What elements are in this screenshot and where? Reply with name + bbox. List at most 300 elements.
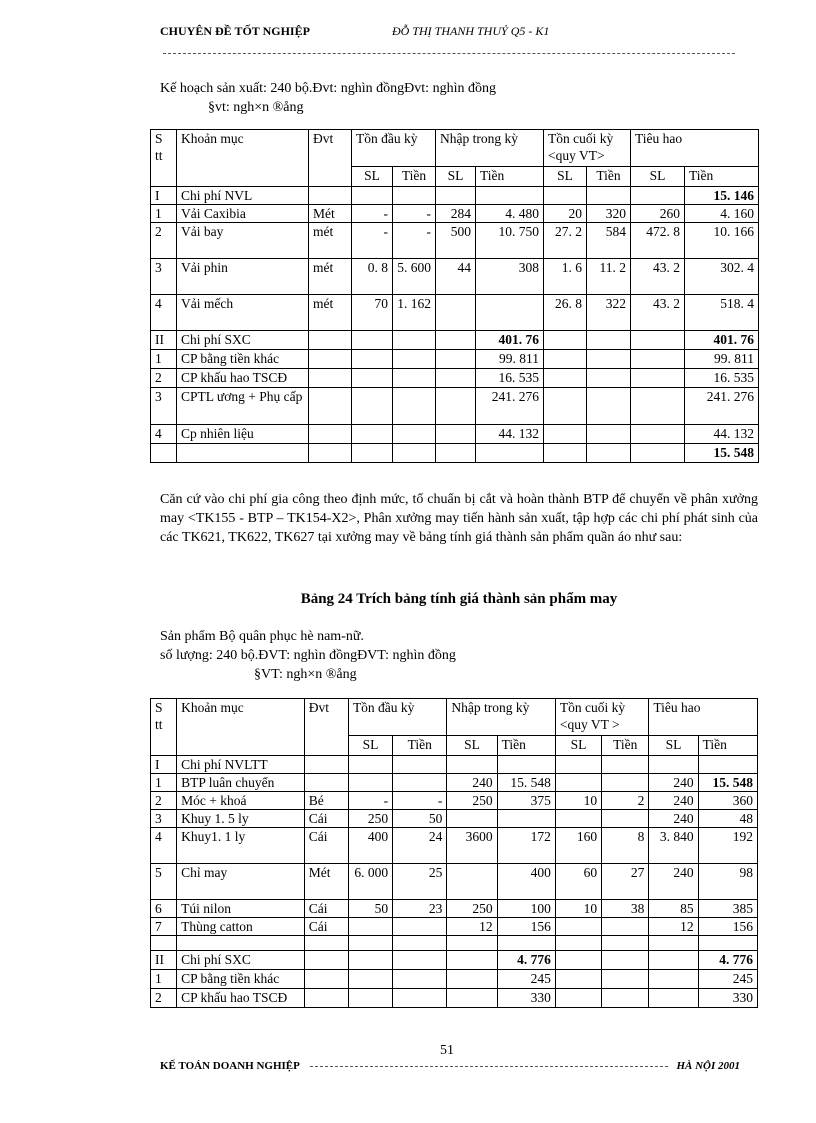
row-value: 99. 811 — [476, 350, 544, 369]
row-item: BTP luân chuyển — [177, 774, 305, 792]
row-value — [555, 774, 601, 792]
row-value — [436, 350, 476, 369]
sub-tien: Tiền — [393, 167, 436, 187]
row-value — [352, 369, 393, 388]
row-value: 15. 146 — [685, 187, 759, 205]
row-value: 172 — [497, 828, 555, 864]
footer-divider — [310, 1066, 668, 1067]
row-stt: 4 — [151, 828, 177, 864]
row-value — [602, 989, 649, 1008]
row-value — [544, 369, 587, 388]
row-value — [631, 331, 685, 350]
row-value — [436, 369, 476, 388]
row-value: 10. 750 — [476, 223, 544, 259]
row-value — [447, 989, 497, 1008]
row-unit — [309, 444, 352, 463]
row-value — [393, 951, 447, 970]
row-value: 16. 535 — [476, 369, 544, 388]
row-value: 375 — [497, 792, 555, 810]
row-stt: 1 — [151, 774, 177, 792]
row-value: - — [393, 205, 436, 223]
row-value: 27. 2 — [544, 223, 587, 259]
row-value — [447, 810, 497, 828]
row-value — [544, 444, 587, 463]
row-stt: 2 — [151, 792, 177, 810]
row-value — [348, 951, 392, 970]
row-value: - — [352, 205, 393, 223]
table-row — [151, 259, 759, 295]
row-value: 20 — [544, 205, 587, 223]
table-row — [151, 951, 758, 970]
table-row — [151, 223, 759, 259]
row-value — [544, 388, 587, 425]
col-opening-header: Tồn đầu kỳ — [352, 130, 436, 167]
header-center: ĐỖ THỊ THANH THUỶ Q5 - K1 — [392, 24, 550, 38]
table-row — [151, 187, 759, 205]
row-value — [352, 444, 393, 463]
row-value — [393, 444, 436, 463]
row-value — [698, 756, 757, 774]
row-stt: 1 — [151, 970, 177, 989]
table-row — [151, 444, 759, 463]
row-stt: 3 — [151, 259, 177, 295]
row-value — [352, 331, 393, 350]
sub-sl: SL — [352, 167, 393, 187]
row-value — [649, 951, 698, 970]
row-item: Khuy 1. 5 ly — [177, 810, 305, 828]
row-value — [602, 970, 649, 989]
table-row — [151, 936, 758, 951]
row-value: 5. 600 — [393, 259, 436, 295]
row-value: 360 — [698, 792, 757, 810]
row-value — [555, 989, 601, 1008]
row-item: Vải mếch — [177, 295, 309, 331]
row-item: CP bằng tiền khác — [177, 350, 309, 369]
row-value — [649, 970, 698, 989]
row-value — [393, 331, 436, 350]
row-value — [393, 970, 447, 989]
row-stt: 2 — [151, 223, 177, 259]
row-unit: Cái — [304, 918, 348, 936]
row-value — [476, 295, 544, 331]
row-value: 3600 — [447, 828, 497, 864]
row-value — [436, 444, 476, 463]
row-value: 156 — [698, 918, 757, 936]
row-value — [544, 187, 587, 205]
row-value: 1. 6 — [544, 259, 587, 295]
row-value: 10. 166 — [685, 223, 759, 259]
row-value: 160 — [555, 828, 601, 864]
row-value: 241. 276 — [685, 388, 759, 425]
row-stt: 1 — [151, 205, 177, 223]
body-paragraph: Căn cứ vào chi phí gia công theo định mức, tổ chuẩn bị cắt và hoàn thành BTP để chuyển về phân xưởng may <TK155 - BTP – TK154-X2>, Phân xưởng may tiến hành sản xuất, tập hợp các chi phí phát sinh của các TK621, TK622, TK627 tại xưởng may về bảng tính giá thành sản phẩm quần áo như sau: — [160, 492, 758, 545]
row-item: Chỉ may — [177, 864, 305, 900]
cost-table-2 — [150, 698, 758, 1008]
page-header — [160, 24, 735, 44]
table-row — [151, 792, 758, 810]
row-value — [587, 369, 631, 388]
sub-tien: Tiền — [497, 736, 555, 756]
row-value: 15. 548 — [685, 444, 759, 463]
row-value — [447, 936, 497, 951]
col-received-header: Nhập trong kỳ — [447, 699, 556, 736]
row-stt: II — [151, 951, 177, 970]
row-value — [497, 756, 555, 774]
row-value — [393, 756, 447, 774]
row-unit: Cái — [304, 810, 348, 828]
row-value: 6. 000 — [348, 864, 392, 900]
row-unit: Bé — [304, 792, 348, 810]
row-unit — [304, 970, 348, 989]
row-item: Móc + khoá — [177, 792, 305, 810]
sub-sl: SL — [555, 736, 601, 756]
row-stt: 4 — [151, 295, 177, 331]
table-row — [151, 331, 759, 350]
row-value — [348, 936, 392, 951]
row-value — [393, 187, 436, 205]
row-value — [544, 425, 587, 444]
row-value: 15. 548 — [698, 774, 757, 792]
table-row — [151, 828, 758, 864]
col-consumption-header: Tiêu hao — [649, 699, 758, 736]
row-item: CP bằng tiền khác — [177, 970, 305, 989]
row-value: 44. 132 — [476, 425, 544, 444]
row-value — [587, 350, 631, 369]
row-value — [544, 331, 587, 350]
row-value: 240 — [447, 774, 497, 792]
sub-tien: Tiền — [698, 736, 757, 756]
row-value: - — [348, 792, 392, 810]
row-value — [555, 918, 601, 936]
row-value — [555, 810, 601, 828]
sub-tien: Tiền — [476, 167, 544, 187]
row-value — [393, 350, 436, 369]
row-value — [436, 187, 476, 205]
row-value — [393, 774, 447, 792]
row-item: Vải bay — [177, 223, 309, 259]
row-value: 25 — [393, 864, 447, 900]
page-footer — [160, 1060, 740, 1078]
row-unit: Mét — [304, 864, 348, 900]
row-stt: II — [151, 331, 177, 350]
row-value: 50 — [348, 900, 392, 918]
table-row — [151, 970, 758, 989]
row-value — [544, 350, 587, 369]
row-value: 192 — [698, 828, 757, 864]
table-row — [151, 205, 759, 223]
row-value: 2 — [602, 792, 649, 810]
row-unit: Cái — [304, 828, 348, 864]
row-value — [393, 989, 447, 1008]
unit-line: §vt: ngh×n ®ång — [208, 100, 304, 115]
row-unit: mét — [309, 259, 352, 295]
row-value — [393, 369, 436, 388]
row-value: 240 — [649, 810, 698, 828]
row-value: 260 — [631, 205, 685, 223]
row-value — [476, 444, 544, 463]
row-stt: 1 — [151, 350, 177, 369]
row-value — [631, 369, 685, 388]
row-value: 500 — [436, 223, 476, 259]
table-row — [151, 918, 758, 936]
row-value — [348, 918, 392, 936]
header-left: CHUYÊN ĐỀ TỐT NGHIỆP — [160, 24, 310, 38]
row-value — [602, 936, 649, 951]
table-row — [151, 810, 758, 828]
row-item — [177, 936, 305, 951]
row-value — [631, 187, 685, 205]
row-value — [348, 774, 392, 792]
row-value — [602, 951, 649, 970]
row-stt — [151, 936, 177, 951]
row-value: 16. 535 — [685, 369, 759, 388]
plan-line: Kế hoạch sản xuất: 240 bộ.Đvt: nghìn đồngĐvt: nghìn đồng — [160, 81, 496, 96]
row-stt: 3 — [151, 810, 177, 828]
row-unit — [304, 936, 348, 951]
row-value: 100 — [497, 900, 555, 918]
row-value: 10 — [555, 900, 601, 918]
row-item: Chi phí SXC — [177, 331, 309, 350]
row-value — [602, 918, 649, 936]
row-value: 15. 548 — [497, 774, 555, 792]
table-title: Bảng 24 Trích bảng tính giá thành sản phẩm may — [300, 591, 618, 607]
row-unit: mét — [309, 295, 352, 331]
unit-line-2: §VT: ngh×n ®ång — [254, 667, 357, 682]
row-unit — [309, 350, 352, 369]
row-stt: 3 — [151, 388, 177, 425]
row-value — [352, 350, 393, 369]
row-unit — [304, 756, 348, 774]
table-row — [151, 774, 758, 792]
row-item: Chi phí NVLTT — [177, 756, 305, 774]
row-item: Cp nhiên liệu — [177, 425, 309, 444]
row-value — [447, 864, 497, 900]
footer-right: HÀ NỘI 2001 — [676, 1060, 740, 1072]
row-value: 10 — [555, 792, 601, 810]
row-stt: 2 — [151, 989, 177, 1008]
row-value: 385 — [698, 900, 757, 918]
row-value — [447, 756, 497, 774]
row-value: 4. 480 — [476, 205, 544, 223]
row-value: 12 — [649, 918, 698, 936]
row-item: Túi nilon — [177, 900, 305, 918]
row-value: 320 — [587, 205, 631, 223]
col-unit-header: Đvt — [309, 130, 352, 187]
sub-tien: Tiền — [685, 167, 759, 187]
row-value — [436, 331, 476, 350]
row-value: 250 — [447, 792, 497, 810]
table-row — [151, 900, 758, 918]
row-value — [447, 970, 497, 989]
row-value — [436, 388, 476, 425]
row-value — [497, 810, 555, 828]
footer-left: KẾ TOÁN DOANH NGHIỆP — [160, 1060, 300, 1072]
row-value: 44. 132 — [685, 425, 759, 444]
row-item — [177, 444, 309, 463]
row-value: - — [393, 792, 447, 810]
row-value — [602, 810, 649, 828]
row-value: 250 — [348, 810, 392, 828]
row-value — [436, 295, 476, 331]
row-unit — [304, 951, 348, 970]
row-value: 11. 2 — [587, 259, 631, 295]
header-divider — [163, 53, 735, 54]
row-stt: 2 — [151, 369, 177, 388]
row-unit: mét — [309, 223, 352, 259]
row-value — [476, 187, 544, 205]
row-value: 241. 276 — [476, 388, 544, 425]
row-value: 43. 2 — [631, 295, 685, 331]
row-item: Chi phí SXC — [177, 951, 305, 970]
row-item: Khuy1. 1 ly — [177, 828, 305, 864]
col-opening-header: Tồn đầu kỳ — [348, 699, 446, 736]
table-row — [151, 989, 758, 1008]
row-item: Thùng catton — [177, 918, 305, 936]
row-value — [587, 187, 631, 205]
row-unit — [309, 331, 352, 350]
row-item: Vải Caxibia — [177, 205, 309, 223]
row-value: 3. 840 — [649, 828, 698, 864]
row-value — [393, 918, 447, 936]
row-unit — [309, 187, 352, 205]
row-stt: I — [151, 187, 177, 205]
row-value — [602, 774, 649, 792]
row-stt: I — [151, 756, 177, 774]
row-value: 60 — [555, 864, 601, 900]
row-value — [587, 331, 631, 350]
row-value — [631, 350, 685, 369]
row-value — [555, 756, 601, 774]
sub-sl: SL — [436, 167, 476, 187]
row-value — [497, 936, 555, 951]
table-row — [151, 369, 759, 388]
row-value — [587, 444, 631, 463]
row-value — [602, 756, 649, 774]
row-stt: 6 — [151, 900, 177, 918]
row-unit — [309, 369, 352, 388]
row-item: Chi phí NVL — [177, 187, 309, 205]
col-stt-header: S tt — [151, 699, 177, 756]
col-closing-header: Tồn cuối kỳ <quy VT> — [544, 130, 631, 167]
table-row — [151, 425, 759, 444]
row-value: 330 — [497, 989, 555, 1008]
row-value — [631, 425, 685, 444]
row-value: 302. 4 — [685, 259, 759, 295]
row-stt: 5 — [151, 864, 177, 900]
row-value: 12 — [447, 918, 497, 936]
col-item-header: Khoản mục — [177, 699, 305, 756]
row-value: 4. 776 — [698, 951, 757, 970]
row-value — [698, 936, 757, 951]
row-value: 99. 811 — [685, 350, 759, 369]
sub-sl: SL — [631, 167, 685, 187]
row-value: 240 — [649, 864, 698, 900]
row-value: 27 — [602, 864, 649, 900]
row-value: 400 — [348, 828, 392, 864]
col-consumption-header: Tiêu hao — [631, 130, 759, 167]
page-number: 51 — [440, 1043, 454, 1058]
row-value: 85 — [649, 900, 698, 918]
row-value: 584 — [587, 223, 631, 259]
row-item: CP khấu hao TSCĐ — [177, 369, 309, 388]
row-value — [348, 989, 392, 1008]
row-value — [555, 951, 601, 970]
row-value: 401. 76 — [476, 331, 544, 350]
row-value: 240 — [649, 792, 698, 810]
row-unit — [304, 989, 348, 1008]
row-value — [649, 936, 698, 951]
sub-sl: SL — [447, 736, 497, 756]
row-value: - — [393, 223, 436, 259]
row-item: CPTL ương + Phụ cấp — [177, 388, 309, 425]
row-value: 4. 776 — [497, 951, 555, 970]
row-value — [587, 425, 631, 444]
sub-sl: SL — [348, 736, 392, 756]
row-value: - — [352, 223, 393, 259]
row-value: 518. 4 — [685, 295, 759, 331]
col-stt-header: S tt — [151, 130, 177, 187]
row-value — [649, 756, 698, 774]
row-value: 245 — [497, 970, 555, 989]
row-value: 284 — [436, 205, 476, 223]
row-value: 472. 8 — [631, 223, 685, 259]
row-value — [352, 425, 393, 444]
row-value: 156 — [497, 918, 555, 936]
row-value — [447, 951, 497, 970]
row-value — [393, 388, 436, 425]
row-value — [587, 388, 631, 425]
row-value: 70 — [352, 295, 393, 331]
table-row — [151, 295, 759, 331]
sub-tien: Tiền — [587, 167, 631, 187]
row-value: 4. 160 — [685, 205, 759, 223]
table-row — [151, 756, 758, 774]
sub-sl: SL — [544, 167, 587, 187]
row-value — [436, 425, 476, 444]
table-row — [151, 388, 759, 425]
row-value — [649, 989, 698, 1008]
row-value — [555, 970, 601, 989]
col-item-header: Khoản mục — [177, 130, 309, 187]
row-value — [352, 388, 393, 425]
row-unit: Mét — [309, 205, 352, 223]
sub-tien: Tiền — [602, 736, 649, 756]
row-value — [555, 936, 601, 951]
table-row — [151, 864, 758, 900]
row-unit — [309, 425, 352, 444]
row-item: Vải phin — [177, 259, 309, 295]
row-item: CP khấu hao TSCĐ — [177, 989, 305, 1008]
row-value: 38 — [602, 900, 649, 918]
row-value: 50 — [393, 810, 447, 828]
row-unit — [304, 774, 348, 792]
table-row — [151, 350, 759, 369]
row-value — [348, 970, 392, 989]
row-value: 401. 76 — [685, 331, 759, 350]
row-value — [348, 756, 392, 774]
row-value: 240 — [649, 774, 698, 792]
row-value: 245 — [698, 970, 757, 989]
sub-tien: Tiền — [393, 736, 447, 756]
row-value: 1. 162 — [393, 295, 436, 331]
row-value — [393, 425, 436, 444]
row-stt — [151, 444, 177, 463]
product-line: Sản phẩm Bộ quân phục hè nam-nữ. — [160, 629, 364, 644]
row-value: 0. 8 — [352, 259, 393, 295]
quantity-line: số lượng: 240 bộ.ĐVT: nghìn đồngĐVT: nghìn đồng — [160, 648, 456, 663]
row-value: 23 — [393, 900, 447, 918]
row-unit: Cái — [304, 900, 348, 918]
